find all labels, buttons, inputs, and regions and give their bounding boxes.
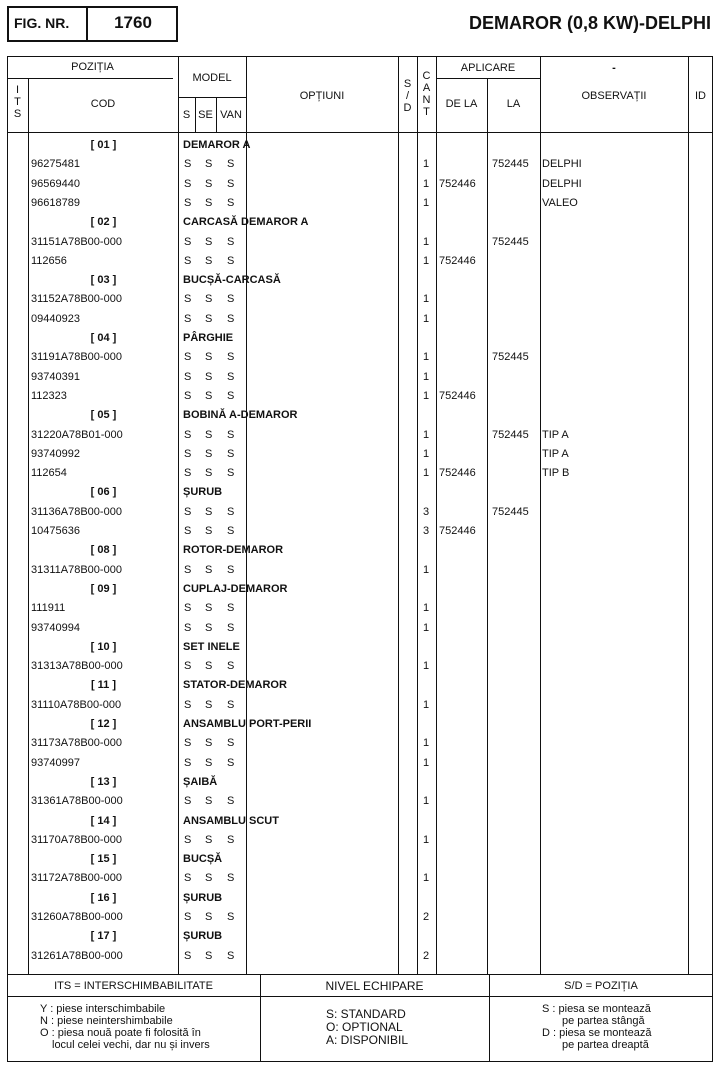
model-s-value: S xyxy=(184,448,192,460)
part-code: 93740994 xyxy=(31,622,80,634)
model-van-value: S xyxy=(227,197,235,209)
model-van-value: S xyxy=(227,950,235,962)
model-s-value: S xyxy=(184,872,192,884)
quantity: 1 xyxy=(423,351,430,363)
model-van-value: S xyxy=(227,351,235,363)
applies-from: 752446 xyxy=(439,255,476,267)
model-van-value: S xyxy=(227,757,235,769)
col-id: ID xyxy=(695,90,706,102)
part-code: 31173A78B00-000 xyxy=(31,737,122,749)
quantity: 1 xyxy=(423,737,430,749)
model-van-value: S xyxy=(227,158,235,170)
model-van-value: S xyxy=(227,872,235,884)
col-line-its xyxy=(28,78,29,974)
quantity: 1 xyxy=(423,834,430,846)
position-number: [ 04 ] xyxy=(90,332,117,344)
applies-to: 752445 xyxy=(492,429,529,441)
quantity: 1 xyxy=(423,872,430,884)
col-line-cod xyxy=(178,56,179,974)
col-sd: S / D xyxy=(403,78,412,114)
model-se-value: S xyxy=(205,525,213,537)
header-line-model xyxy=(178,97,246,98)
part-code: 31151A78B00-000 xyxy=(31,236,122,248)
section-title: CARCASĂ DEMAROR A xyxy=(183,216,309,228)
model-se-value: S xyxy=(205,795,213,807)
model-s-value: S xyxy=(184,564,192,576)
position-number: [ 14 ] xyxy=(90,815,117,827)
col-model: MODEL xyxy=(192,72,232,84)
its-legend-title: ITS = INTERSCHIMBABILITATE xyxy=(54,980,213,992)
model-se-value: S xyxy=(205,737,213,749)
position-number: [ 17 ] xyxy=(90,930,117,942)
part-code: 31313A78B00-000 xyxy=(31,660,123,672)
quantity: 1 xyxy=(423,757,430,769)
model-van-value: S xyxy=(227,602,235,614)
model-se-value: S xyxy=(205,467,213,479)
applies-to: 752445 xyxy=(492,158,529,170)
model-se-value: S xyxy=(205,448,213,460)
model-s-value: S xyxy=(184,602,192,614)
header-line-aplicare xyxy=(436,78,540,79)
quantity: 2 xyxy=(423,911,430,923)
footer-line-top xyxy=(7,974,713,975)
model-se-value: S xyxy=(205,158,213,170)
quantity: 1 xyxy=(423,429,430,441)
model-s-value: S xyxy=(184,390,192,402)
col-de-la: DE LA xyxy=(445,98,478,110)
position-number: [ 01 ] xyxy=(90,139,117,151)
model-se-value: S xyxy=(205,351,213,363)
quantity: 1 xyxy=(423,467,430,479)
part-code: 112656 xyxy=(31,255,67,267)
quantity: 2 xyxy=(423,950,430,962)
model-van-value: S xyxy=(227,293,235,305)
quantity: 1 xyxy=(423,660,430,672)
model-se-value: S xyxy=(205,429,213,441)
applies-to: 752445 xyxy=(492,506,529,518)
position-number: [ 12 ] xyxy=(90,718,117,730)
page-title: DEMAROR (0,8 KW)-DELPHI xyxy=(469,13,711,33)
nivel-legend-title: NIVEL ECHIPARE xyxy=(325,979,424,993)
applies-from: 752446 xyxy=(439,467,476,479)
model-van-value: S xyxy=(227,660,235,672)
model-van-value: S xyxy=(227,564,235,576)
part-code: 111911 xyxy=(31,602,66,614)
model-s-value: S xyxy=(184,467,192,479)
model-s-value: S xyxy=(184,429,192,441)
section-title: BOBINĂ A-DEMAROR xyxy=(183,409,298,421)
model-s-value: S xyxy=(184,506,192,518)
col-observatii: OBSERVAȚII xyxy=(581,90,647,102)
part-code: 31261A78B00-000 xyxy=(31,950,123,962)
section-title: ȘAIBĂ xyxy=(183,776,218,788)
part-code: 96275481 xyxy=(31,158,80,170)
applies-from: 752446 xyxy=(439,178,476,190)
part-code: 93740997 xyxy=(31,757,80,769)
position-number: [ 15 ] xyxy=(90,853,117,865)
quantity: 1 xyxy=(423,313,430,325)
section-title: ROTOR-DEMAROR xyxy=(183,544,284,556)
model-se-value: S xyxy=(205,390,213,402)
model-van-value: S xyxy=(227,911,235,923)
header-line-top-sub xyxy=(7,78,173,79)
col-line-cant xyxy=(436,56,437,974)
quantity: 1 xyxy=(423,699,430,711)
model-se-value: S xyxy=(205,872,213,884)
part-code: 31136A78B00-000 xyxy=(31,506,122,518)
position-number: [ 08 ] xyxy=(90,544,117,556)
model-s-value: S xyxy=(184,737,192,749)
model-van-value: S xyxy=(227,313,235,325)
section-title: BUCȘĂ-CARCASĂ xyxy=(183,274,281,286)
model-van-value: S xyxy=(227,371,235,383)
part-code: 31311A78B00-000 xyxy=(31,564,122,576)
quantity: 1 xyxy=(423,795,430,807)
part-code: 31152A78B00-000 xyxy=(31,293,122,305)
its-legend: Y : piese interschimbabile N : piese neintershimbabile O : piesa nouă poate fi folosită în locul celei vechi, dar nu și invers xyxy=(40,1003,210,1051)
part-code: 31110A78B00-000 xyxy=(31,699,122,711)
position-number: [ 11 ] xyxy=(90,679,117,691)
model-van-value: S xyxy=(227,834,235,846)
quantity: 1 xyxy=(423,390,430,402)
position-number: [ 06 ] xyxy=(90,486,117,498)
model-se-value: S xyxy=(205,699,213,711)
col-model-van: VAN xyxy=(220,109,242,121)
sd-legend-title: S/D = POZIȚIA xyxy=(564,980,638,992)
quantity: 1 xyxy=(423,293,430,305)
col-la: LA xyxy=(506,98,521,110)
observations: TIP A xyxy=(542,448,569,460)
model-se-value: S xyxy=(205,255,213,267)
applies-to: 752445 xyxy=(492,236,529,248)
section-title: SET INELE xyxy=(183,641,240,653)
position-number: [ 13 ] xyxy=(90,776,117,788)
section-title: ȘURUB xyxy=(183,930,223,942)
model-se-value: S xyxy=(205,660,213,672)
col-line-sd xyxy=(417,56,418,974)
part-code: 10475636 xyxy=(31,525,80,537)
nivel-legend: S: STANDARD O: OPTIONAL A: DISPONIBIL xyxy=(326,1007,409,1047)
part-code: 31260A78B00-000 xyxy=(31,911,123,923)
col-cant: C A N T xyxy=(422,70,431,118)
model-van-value: S xyxy=(227,236,235,248)
model-se-value: S xyxy=(205,602,213,614)
quantity: 1 xyxy=(423,602,430,614)
col-line-obs xyxy=(688,56,689,974)
footer-line-mid xyxy=(7,996,713,997)
part-code: 31172A78B00-000 xyxy=(31,872,122,884)
quantity: 1 xyxy=(423,564,430,576)
col-cod: COD xyxy=(90,98,116,110)
col-its: I T S xyxy=(13,84,22,120)
fig-number: 1760 xyxy=(114,13,152,32)
model-se-value: S xyxy=(205,313,213,325)
model-se-value: S xyxy=(205,564,213,576)
quantity: 1 xyxy=(423,236,430,248)
col-model-se: SE xyxy=(198,109,213,121)
position-number: [ 16 ] xyxy=(90,892,117,904)
model-van-value: S xyxy=(227,795,235,807)
col-optiuni: OPȚIUNI xyxy=(299,90,345,102)
col-line-dela xyxy=(487,78,488,974)
model-s-value: S xyxy=(184,757,192,769)
fig-label: FIG. NR. xyxy=(14,15,70,31)
observations: VALEO xyxy=(542,197,578,209)
model-van-value: S xyxy=(227,255,235,267)
part-code: 96618789 xyxy=(31,197,80,209)
model-s-value: S xyxy=(184,911,192,923)
part-code: 09440923 xyxy=(31,313,80,325)
model-se-value: S xyxy=(205,293,213,305)
model-s-value: S xyxy=(184,622,192,634)
model-s-value: S xyxy=(184,313,192,325)
model-s-value: S xyxy=(184,178,192,190)
col-pozitia: POZIȚIA xyxy=(71,61,114,73)
part-code: 31170A78B00-000 xyxy=(31,834,122,846)
quantity: 1 xyxy=(423,178,430,190)
observations: TIP A xyxy=(542,429,569,441)
model-s-value: S xyxy=(184,795,192,807)
model-van-value: S xyxy=(227,467,235,479)
section-title: STATOR-DEMAROR xyxy=(183,679,287,691)
sd-legend: S : piesa se montează pe partea stângă D : piesa se montează pe partea dreaptă xyxy=(542,1003,652,1051)
model-s-value: S xyxy=(184,660,192,672)
model-se-value: S xyxy=(205,757,213,769)
model-s-value: S xyxy=(184,371,192,383)
header-line-bottom xyxy=(7,132,713,133)
model-se-value: S xyxy=(205,834,213,846)
model-se-value: S xyxy=(205,178,213,190)
model-se-value: S xyxy=(205,622,213,634)
model-s-value: S xyxy=(184,699,192,711)
model-van-value: S xyxy=(227,178,235,190)
position-number: [ 02 ] xyxy=(90,216,117,228)
model-se-value: S xyxy=(205,371,213,383)
model-s-value: S xyxy=(184,158,192,170)
position-number: [ 10 ] xyxy=(90,641,117,653)
model-se-value: S xyxy=(205,950,213,962)
model-s-value: S xyxy=(184,351,192,363)
section-title: PÂRGHIE xyxy=(183,332,234,344)
observations: TIP B xyxy=(542,467,570,479)
quantity: 1 xyxy=(423,255,430,267)
applies-to: 752445 xyxy=(492,351,529,363)
col-model-s: S xyxy=(182,109,191,121)
model-van-value: S xyxy=(227,622,235,634)
section-title: ȘURUB xyxy=(183,486,223,498)
section-title: CUPLAJ-DEMAROR xyxy=(183,583,288,595)
quantity: 3 xyxy=(423,525,430,537)
part-code: 31220A78B01-000 xyxy=(31,429,123,441)
observations: DELPHI xyxy=(542,158,582,170)
model-van-value: S xyxy=(227,699,235,711)
section-title: DEMAROR A xyxy=(183,139,251,151)
quantity: 1 xyxy=(423,371,430,383)
model-se-value: S xyxy=(205,236,213,248)
section-title: ANSAMBLU SCUT xyxy=(183,815,279,827)
quantity: 1 xyxy=(423,448,430,460)
model-van-value: S xyxy=(227,506,235,518)
model-van-value: S xyxy=(227,737,235,749)
observations: DELPHI xyxy=(542,178,582,190)
applies-from: 752446 xyxy=(439,390,476,402)
col-line-la xyxy=(540,56,541,974)
model-van-value: S xyxy=(227,429,235,441)
col-dash: - xyxy=(612,62,616,74)
quantity: 3 xyxy=(423,506,430,518)
position-number: [ 09 ] xyxy=(90,583,117,595)
col-line-optiuni xyxy=(398,56,399,974)
applies-from: 752446 xyxy=(439,525,476,537)
model-s-value: S xyxy=(184,525,192,537)
model-van-value: S xyxy=(227,525,235,537)
section-title: ȘURUB xyxy=(183,892,223,904)
part-code: 96569440 xyxy=(31,178,80,190)
model-s-value: S xyxy=(184,834,192,846)
col-line-model xyxy=(246,56,247,974)
position-number: [ 03 ] xyxy=(90,274,117,286)
part-code: 31361A78B00-000 xyxy=(31,795,123,807)
section-title: BUCȘĂ xyxy=(183,853,223,865)
model-se-value: S xyxy=(205,506,213,518)
model-s-value: S xyxy=(184,236,192,248)
part-code: 93740391 xyxy=(31,371,80,383)
part-code: 31191A78B00-000 xyxy=(31,351,122,363)
part-code: 93740992 xyxy=(31,448,80,460)
col-aplicare: APLICARE xyxy=(460,62,516,74)
part-code: 112323 xyxy=(31,390,67,402)
part-code: 112654 xyxy=(31,467,67,479)
model-s-value: S xyxy=(184,255,192,267)
model-se-value: S xyxy=(205,197,213,209)
quantity: 1 xyxy=(423,197,430,209)
model-s-value: S xyxy=(184,293,192,305)
model-van-value: S xyxy=(227,448,235,460)
model-se-value: S xyxy=(205,911,213,923)
position-number: [ 05 ] xyxy=(90,409,117,421)
quantity: 1 xyxy=(423,622,430,634)
model-s-value: S xyxy=(184,950,192,962)
quantity: 1 xyxy=(423,158,430,170)
model-s-value: S xyxy=(184,197,192,209)
model-van-value: S xyxy=(227,390,235,402)
section-title: ANSAMBLU PORT-PERII xyxy=(183,718,312,730)
